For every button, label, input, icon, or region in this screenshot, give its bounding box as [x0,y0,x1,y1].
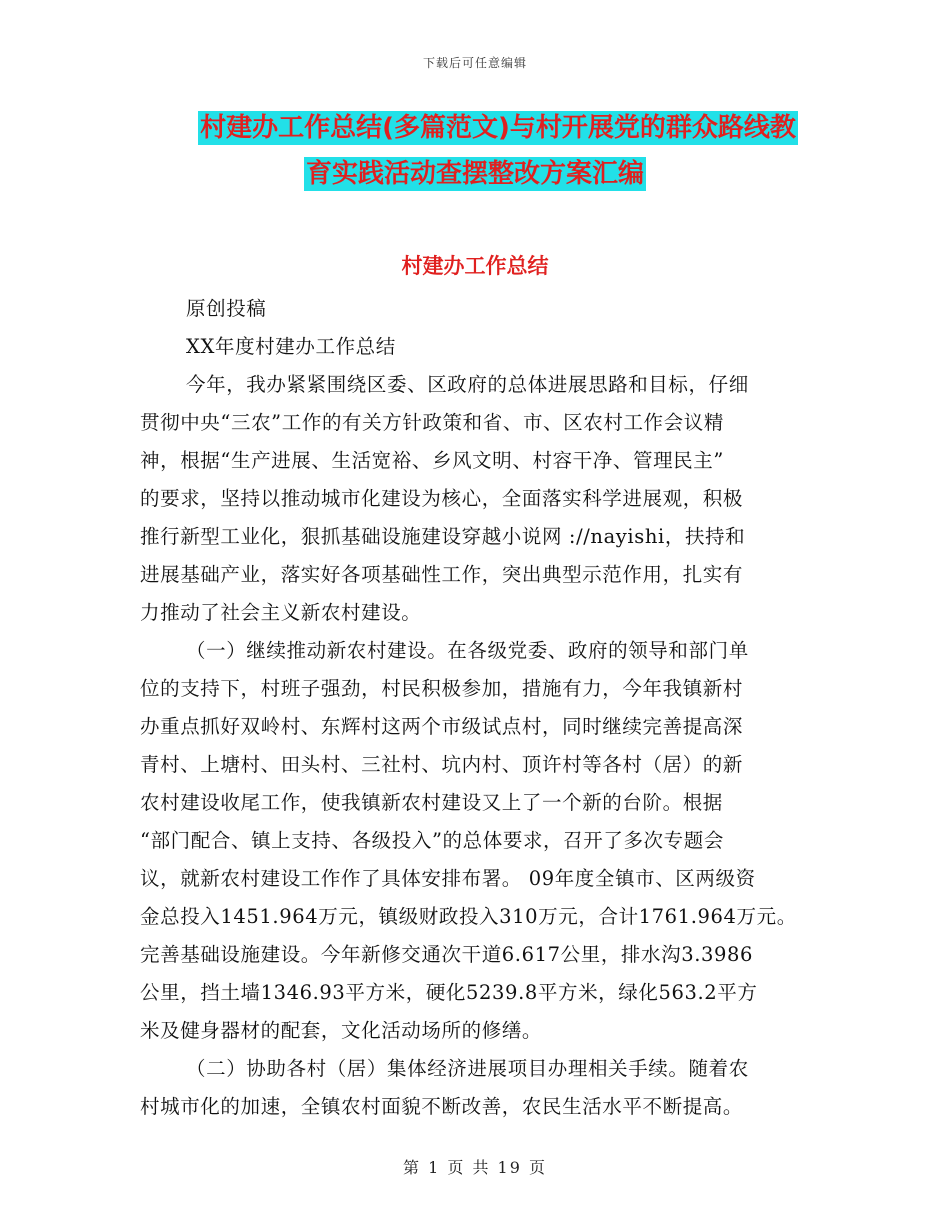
paragraph-line: 村城市化的加速，全镇农村面貌不断改善，农民生活水平不断提高。 [140,1095,744,1118]
paragraph-line: 农村建设收尾工作，使我镇新农村建设又上了一个新的台阶。根据 [140,791,723,814]
paragraph-line: 位的支持下，村班子强劲，村民积极参加，措施有力，今年我镇新村 [140,677,744,700]
paragraph-line: 办重点抓好双岭村、东辉村这两个市级试点村，同时继续完善提高深 [140,715,744,738]
paragraph-line: 的要求，坚持以推动城市化建设为核心，全面落实科学进展观，积极 [140,487,744,510]
page-header-note: 下载后可任意编辑 [422,56,527,70]
paragraph-line: 公里，挡土墙1346.93平方米，硬化5239.8平方米，绿化563.2平方 [140,981,758,1004]
paragraph-line: 米及健身器材的配套，文化活动场所的修缮。 [140,1019,543,1042]
paragraph-line: 完善基础设施建设。今年新修交通次干道6.617公里，排水沟3.3986 [140,943,754,966]
paragraph-line: 力推动了社会主义新农村建设。 [140,601,422,624]
paragraph-line: 神，根据“生产进展、生活宽裕、乡风文明、村容干净、管理民主” [140,449,724,472]
paragraph-line: “部门配合、镇上支持、各级投入”的总体要求，召开了多次专题会 [140,829,724,852]
paragraph-line: 金总投入1451.964万元，镇级财政投入310万元，合计1761.964万元。 [140,905,797,928]
document-title-text-2: 育实践活动查摆整改方案汇编 [305,159,644,189]
document-title-line-1 [0,112,950,144]
page-number-footer: 第 1 页 共 19 页 [403,1158,547,1177]
paragraph-line: （一）继续推动新农村建设。在各级党委、政府的领导和部门单 [186,639,749,662]
paragraph-line: 议，就新农村建设工作作了具体安排布署。 09年度全镇市、区两级资 [140,867,756,890]
document-title-line-2 [0,158,950,190]
paragraph-line: 原创投稿 [186,297,267,320]
section-title: 村建办工作总结 [401,254,549,278]
document-title-text-1: 村建办工作总结(多篇范文)与村开展党的群众路线教 [200,113,796,143]
body-text [140,290,830,1126]
paragraph-line: 进展基础产业，落实好各项基础性工作，突出典型示范作用，扎实有 [140,563,744,586]
paragraph-line: 推行新型工业化，狠抓基础设施建设穿越小说网 ://nayishi，扶持和 [140,525,746,548]
paragraph-line: 贯彻中央“三农”工作的有关方针政策和省、市、区农村工作会议精 [140,411,724,434]
paragraph-line: 今年，我办紧紧围绕区委、区政府的总体进展思路和目标，仔细 [186,373,749,396]
paragraph-line: 青村、上塘村、田头村、三社村、坑内村、顶许村等各村（居）的新 [140,753,744,776]
paragraph-line: XX年度村建办工作总结 [186,335,396,358]
paragraph-line: （二）协助各村（居）集体经济进展项目办理相关手续。随着农 [186,1057,749,1080]
